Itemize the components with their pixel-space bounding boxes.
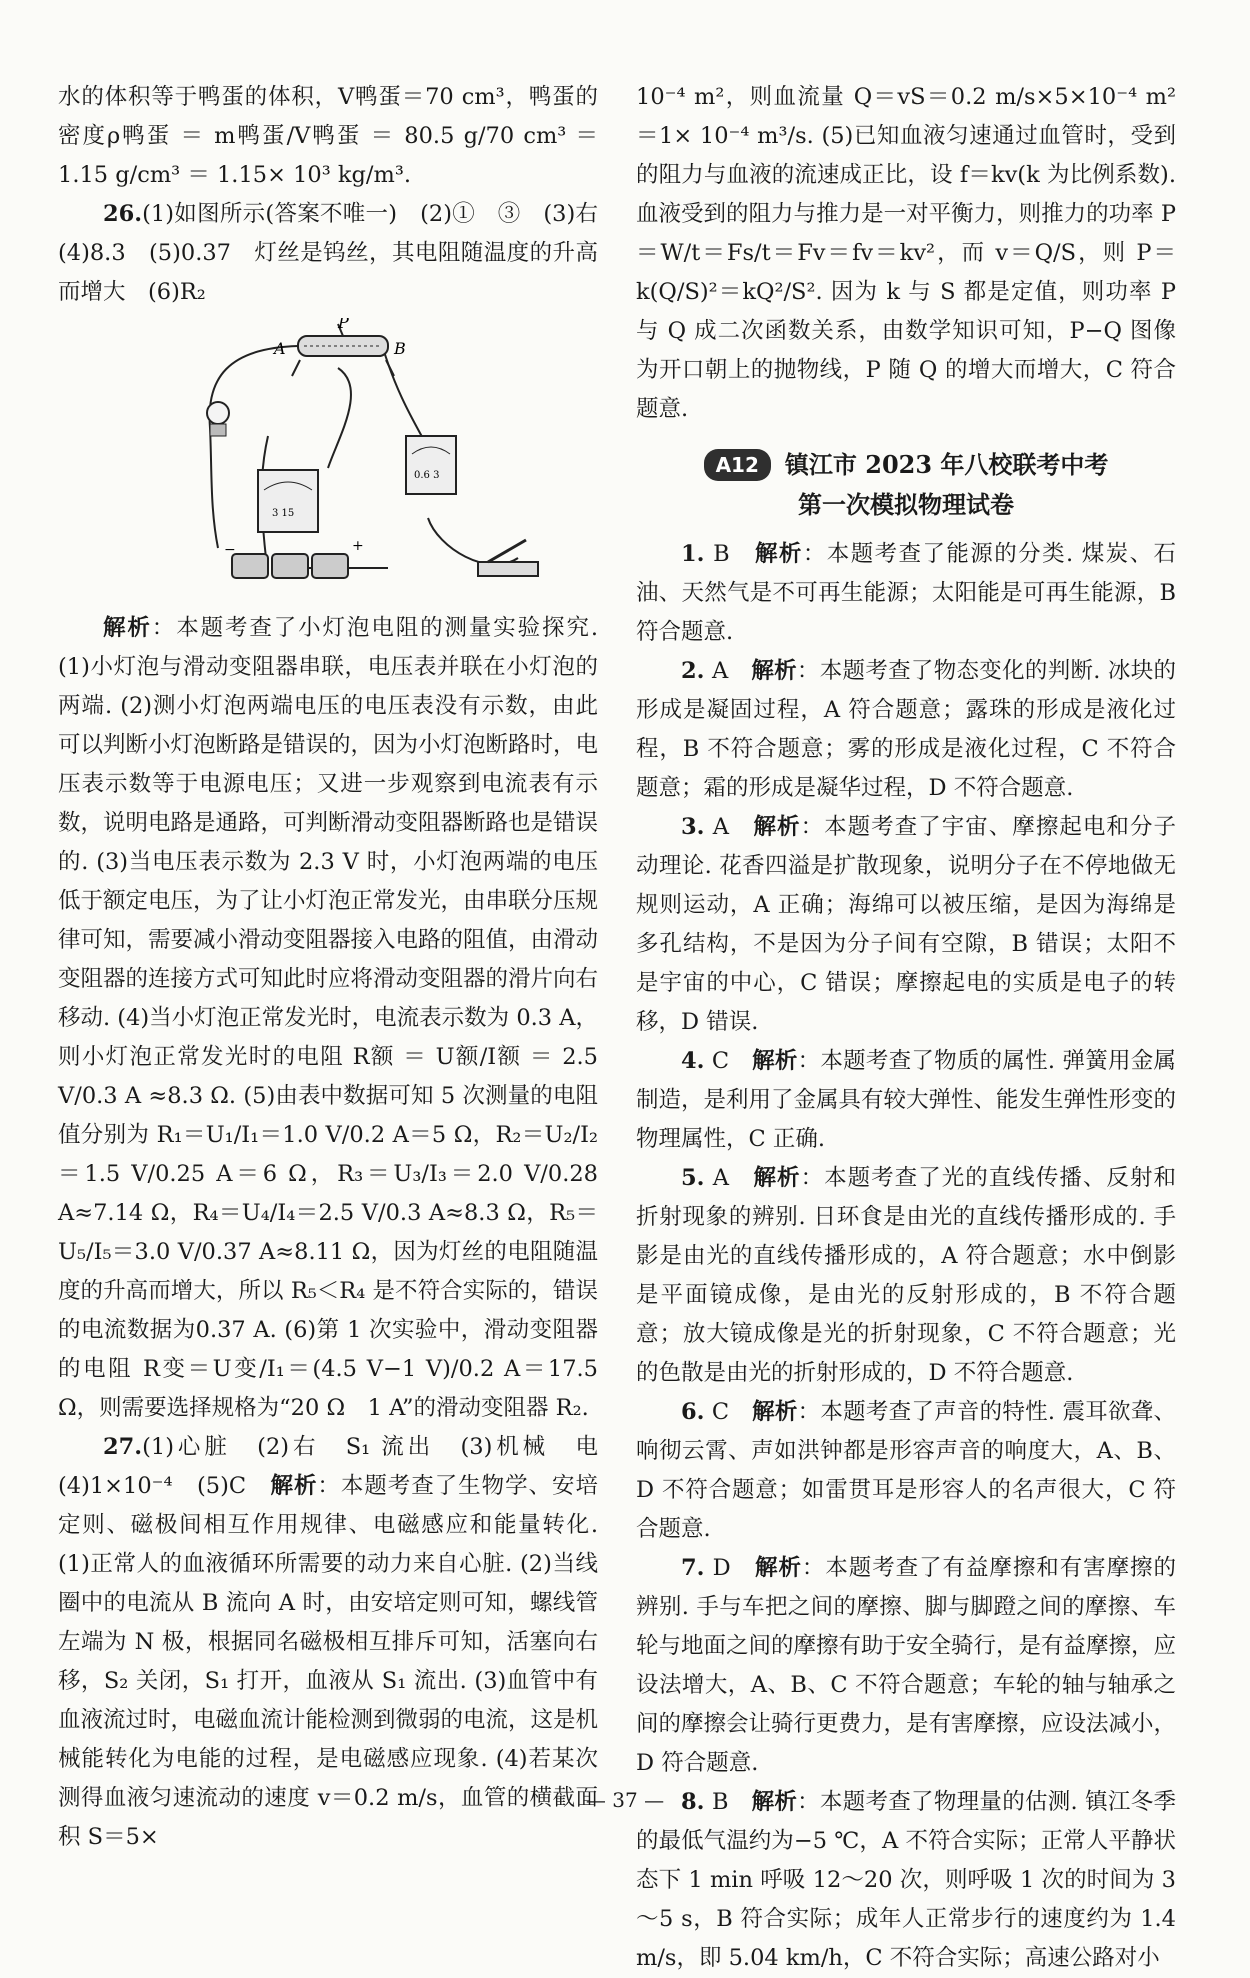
analysis-text: ：本题考查了声音的特性. 震耳欲聋、响彻云霄、声如洪钟都是形容声音的响度大，A、B、D 不符合题意；如雷贯耳是形容人的名声很大，C 符合题意. xyxy=(636,1398,1176,1542)
voltmeter xyxy=(258,470,318,532)
ammeter-label: 0.6 3 xyxy=(414,470,440,481)
circuit-diagram xyxy=(188,318,588,588)
question-26 xyxy=(58,195,621,312)
voltmeter-label: 3 15 xyxy=(272,508,295,519)
question-answer: A xyxy=(712,813,729,840)
paragraph-density: 水的体积等于鸭蛋的体积，V鸭蛋＝70 cm³，鸭蛋的密度ρ鸭蛋 ＝ m鸭蛋/V鸭蛋 ＝ 80.5 g/70 cm³ ＝ 1.15 g/cm³ ＝ 1.15× 10³ kg/m³. xyxy=(58,84,598,188)
analysis-text: ：本题考查了小灯泡电阻的测量实验探究. (1)小灯泡与滑动变阻器串联，电压表并联在小灯泡的两端. (2)测小灯泡两端电压的电压表没有示数，由此可以判断小灯泡断路是错误的，因为小灯泡断路时，电压表示数等于电源电压；又进一步观察到电流表有示数，说明电路是通路，可判断滑动变阻器断路也是错误的. (3)当电压表示数为 2.3 V 时，小灯泡两端的电压低于额定电压，为了让小灯泡正常发光，由串联分压规律可知，需要减小滑动变阻器接入电路的阻值，由滑动变阻器的连接方式可知此时应将滑动变阻器的滑片向右移动. (4)当小灯泡正常发光时，电流表示数为 0.3 A，则小灯泡正常发光时的电阻 R额 ＝ U额/I额 ＝ 2.5 V/0.3 A ≈8.3 Ω. (5)由表中数据可知 5 次测量的电阻值分别为 R₁＝U₁/I₁＝1.0 V/0.2 A＝5 Ω，R₂＝U₂/I₂＝1.5 V/0.25 A＝6 Ω，R₃＝U₃/I₃＝2.0 V/0.28 A≈7.14 Ω，R₄＝U₄/I₄＝2.5 V/0.3 A≈8.3 Ω，R₅＝U₅/I₅＝3.0 V/0.37 A≈8.11 Ω，因为灯丝的电阻随温度的升高而增大，所以 R₅＜R₄ 是不符合实际的，错误的电流数据为0.37 A. (6)第 1 次实验中，滑动变阻器的电阻 R变＝U变/I₁＝(4.5 V−1 V)/0.2 A＝17.5 Ω，则需要选择规格为“20 Ω 1 A”的滑动变阻器 R₂. xyxy=(58,615,599,1421)
question-number: 7. xyxy=(681,1554,705,1581)
question-item xyxy=(636,652,1176,808)
battery-minus: − xyxy=(224,542,236,558)
question-number: 1. xyxy=(681,540,705,567)
question-26-answer: (1)如图所示(答案不唯一) (2)① ③ (3)右 (4)8.3 (5)0.37 灯丝是钨丝，其电阻随温度的升高而增大 (6)R₂ xyxy=(58,201,621,305)
question-27-answer: (1)心脏 (2)右 S₁ 流出 (3)机械 电 (4)1×10⁻⁴ (5)C xyxy=(58,1434,621,1499)
analysis-text: ：本题考查了物态变化的判断. 冰块的形成是凝固过程，A 符合题意；露珠的形成是液化过程，B 不符合题意；雾的形成是液化过程，C 不符合题意；霜的形成是凝华过程，D 不符合题意. xyxy=(636,657,1176,801)
battery-plus: + xyxy=(352,538,364,554)
analysis-text: ：本题考查了光的直线传播、反射和折射现象的辨别. 日环食是由光的直线传播形成的. 手影是由光的直线传播形成的，A 符合题意；水中倒影是平面镜成像，是由光的反射形成的，B 不符合题意；放大镜成像是光的折射现象，C 不符合题意；光的色散是由光的折射形成的，D 不符合题意. xyxy=(636,1164,1176,1386)
question-26-analysis xyxy=(58,609,598,1428)
question-answer: B xyxy=(711,1788,729,1815)
question-answer: C xyxy=(711,1047,730,1074)
section-title-line-1: 镇江市 2023 年八校联考中考 xyxy=(784,449,1109,479)
question-item xyxy=(636,535,1176,652)
analysis-label: 解析 xyxy=(752,1047,798,1074)
left-column xyxy=(58,78,621,1857)
question-number: 6. xyxy=(681,1398,705,1425)
question-number: 5. xyxy=(681,1164,705,1191)
analysis-label: 解析 xyxy=(270,1473,318,1499)
question-item xyxy=(636,1042,1176,1159)
question-item xyxy=(636,1393,1176,1549)
wire-4 xyxy=(428,518,518,564)
analysis-text: ：本题考查了有益摩擦和有害摩擦的辨别. 手与车把之间的摩擦、脚与脚蹬之间的摩擦、车轮与地面之间的摩擦有助于安全骑行，是有益摩擦，应设法增大，A、B、C 不符合题意；车轮的轴与轴承之间的摩擦会让骑行更费力，是有害摩擦，应设法减小，D 符合题意. xyxy=(636,1554,1177,1776)
wire-5 xyxy=(328,368,351,468)
analysis-label: 解析 xyxy=(751,657,797,684)
question-number: 2. xyxy=(681,657,705,684)
label-a: A xyxy=(274,339,286,358)
question-item xyxy=(636,808,1176,1042)
question-number: 8. xyxy=(681,1788,705,1815)
question-answer: C xyxy=(711,1398,730,1425)
analysis-label: 解析 xyxy=(753,1164,801,1191)
analysis-text: ：本题考查了生物学、安培定则、磁极间相互作用规律、电磁感应和能量转化. (1)正常人的血液循环所需要的动力来自心脏. (2)当线圈中的电流从 B 流向 A 时，由安培定则可知，螺线管左端为 N 极，根据同名磁极相互排斥可知，活塞向右移，S₂ 关闭，S₁ 打开，血液从 S₁ 流出. (3)血管中有血液流过时，电磁血流计能检测到微弱的电流，这是机械能转化为电能的过程，是电磁感应现象. (4)若某次测得血液匀速流动的速度 v＝0.2 m/s，血管的横截面积 S＝5× xyxy=(58,1473,599,1850)
analysis-text: ：本题考查了宇宙、摩擦起电和分子动理论. 花香四溢是扩散现象，说明分子在不停地做无规则运动，A 正确；海绵可以被压缩，是因为海绵是多孔结构，不是因为分子间有空隙，B 错误；太阳不是宇宙的中心，C 错误；摩擦起电的实质是电子的转移，D 错误. xyxy=(636,813,1176,1035)
question-number: 27. xyxy=(103,1434,143,1460)
analysis-label: 解析 xyxy=(755,1554,802,1581)
question-item xyxy=(636,1159,1176,1393)
question-answer: D xyxy=(712,1554,731,1581)
question-number: 26. xyxy=(103,201,143,227)
question-answer: B xyxy=(713,540,730,567)
section-heading xyxy=(636,443,1176,525)
switch xyxy=(478,540,538,576)
paragraph-continued: 10⁻⁴ m²，则血流量 Q＝vS＝0.2 m/s×5×10⁻⁴ m²＝1× 10⁻⁴ m³/s. (5)已知血液匀速通过血管时，受到的阻力与血液的流速成正比，设 f＝kv(k 为比例系数). 血液受到的阻力与推力是一对平衡力，则推力的功率 P＝W/t＝Fs/t＝Fv＝fv＝kv²，而 v＝Q/S，则 P＝k(Q/S)²＝kQ²/S². 因为 k 与 S 都是定值，则功率 P 与 Q 成二次函数关系，由数学知识可知，P−Q 图像为开口朝上的抛物线，P 随 Q 的增大而增大，C 符合题意. xyxy=(636,84,1176,422)
section-badge: A12 xyxy=(704,449,771,481)
analysis-label: 解析 xyxy=(751,1788,798,1815)
analysis-label: 解析 xyxy=(103,615,152,641)
right-column xyxy=(636,78,1176,1978)
bulb xyxy=(207,402,229,436)
question-number: 3. xyxy=(681,813,705,840)
question-item xyxy=(636,1549,1176,1783)
page-number: — 37 — xyxy=(585,1788,665,1812)
analysis-label: 解析 xyxy=(754,540,803,567)
section-title-line-2: 第一次模拟物理试卷 xyxy=(798,489,1014,519)
wire-2 xyxy=(383,348,428,448)
battery xyxy=(224,538,364,578)
analysis-label: 解析 xyxy=(752,1398,798,1425)
question-number: 4. xyxy=(681,1047,705,1074)
question-list xyxy=(636,535,1176,1978)
question-answer: A xyxy=(711,657,729,684)
analysis-label: 解析 xyxy=(753,813,801,840)
label-p: P xyxy=(338,318,349,332)
analysis-text: ：本题考查了物理量的估测. 镇江冬季的最低气温约为−5 ℃，A 不符合实际；正常人平静状态下 1 min 呼吸 12～20 次，则呼吸 1 次的时间为 3～5 s，B 符合实际；成年人正常步行的速度约为 1.4 m/s，即 5.04 km/h，C 不符合实际；高速公路对小 xyxy=(636,1788,1176,1971)
analysis-text: ：本题考查了物质的属性. 弹簧用金属制造，是利用了金属具有较大弹性、能发生弹性形变的物理属性，C 正确. xyxy=(636,1047,1177,1152)
analysis-text: ：本题考查了能源的分类. 煤炭、石油、天然气是不可再生能源；太阳能是可再生能源，B 符合题意. xyxy=(636,540,1176,645)
question-answer: A xyxy=(712,1164,729,1191)
label-b: B xyxy=(394,339,406,358)
ammeter xyxy=(406,436,456,494)
